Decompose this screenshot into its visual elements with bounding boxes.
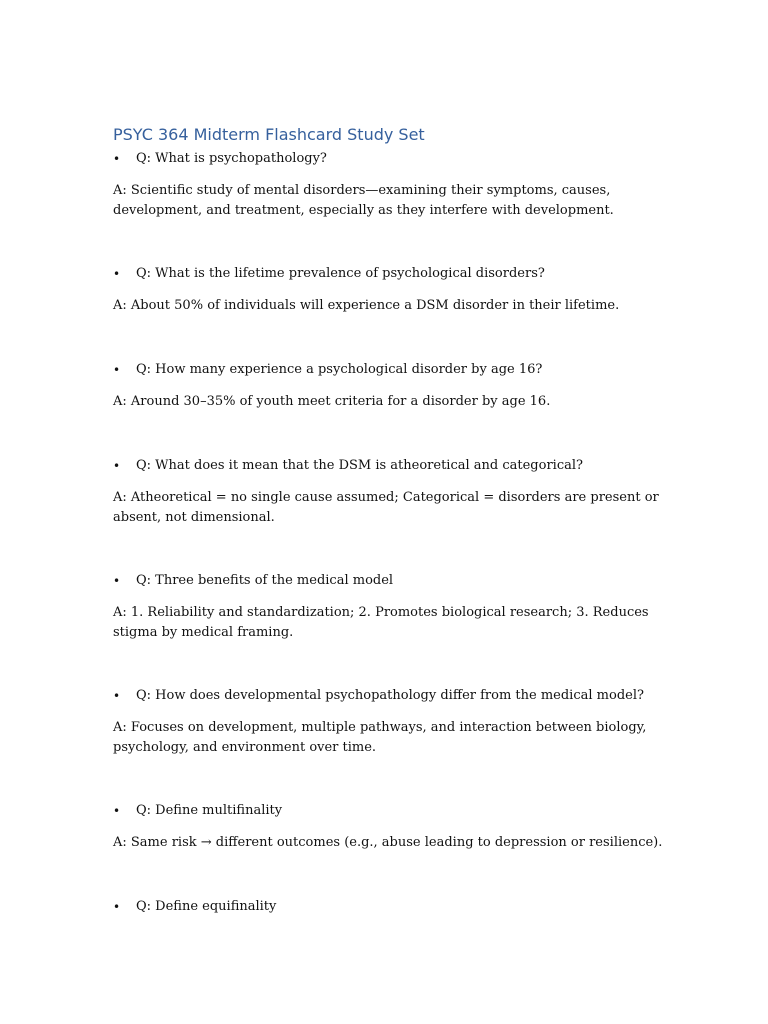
flashcard-question xyxy=(113,149,673,169)
flashcard-answer: A: Atheoretical = no single cause assumed; Categorical = disorders are present or absent, not dimensional. xyxy=(113,490,659,525)
flashcard xyxy=(113,456,673,528)
question-text: Q: What is the lifetime prevalence of psychological disorders? xyxy=(136,266,545,281)
flashcard xyxy=(113,801,673,853)
flashcard xyxy=(113,686,673,758)
flashcard-question xyxy=(113,456,673,476)
question-text: Q: How does developmental psychopathology differ from the medical model? xyxy=(136,688,644,703)
flashcard xyxy=(113,149,673,221)
flashcard-question xyxy=(113,897,673,917)
flashcard xyxy=(113,264,673,316)
flashcard-answer: A: About 50% of individuals will experience a DSM disorder in their lifetime. xyxy=(113,298,620,313)
flashcard xyxy=(113,360,673,412)
question-text: Q: What does it mean that the DSM is atheoretical and categorical? xyxy=(136,458,583,473)
question-text: Q: How many experience a psychological disorder by age 16? xyxy=(136,362,543,377)
bullet-icon: • xyxy=(113,804,121,818)
bullet-icon: • xyxy=(113,689,121,703)
question-text: Q: Define equifinality xyxy=(136,899,277,914)
flashcard xyxy=(113,571,673,643)
question-text: Q: Three benefits of the medical model xyxy=(136,573,394,588)
flashcard-answer: A: 1. Reliability and standardization; 2. Promotes biological research; 3. Reduces stigma by medical framing. xyxy=(113,605,649,640)
flashcard-question xyxy=(113,686,673,706)
bullet-icon: • xyxy=(113,267,121,281)
question-text: Q: What is psychopathology? xyxy=(136,151,327,166)
flashcard xyxy=(113,897,673,917)
bullet-icon: • xyxy=(113,152,121,166)
bullet-icon: • xyxy=(113,459,121,473)
bullet-icon: • xyxy=(113,574,121,588)
flashcard-answer: A: Around 30–35% of youth meet criteria for a disorder by age 16. xyxy=(113,394,551,409)
flashcard-answer: A: Scientific study of mental disorders—examining their symptoms, causes, development, and treatment, especially as they interfere with development. xyxy=(113,183,614,218)
bullet-icon: • xyxy=(113,900,121,914)
flashcard-answer: A: Focuses on development, multiple pathways, and interaction between biology, psychology, and environment over time. xyxy=(113,720,647,755)
document-title: PSYC 364 Midterm Flashcard Study Set xyxy=(113,125,425,144)
question-text: Q: Define multifinality xyxy=(136,803,283,818)
flashcard-question xyxy=(113,801,673,821)
flashcard-question xyxy=(113,360,673,380)
flashcard-answer: A: Same risk → different outcomes (e.g., abuse leading to depression or resilience). xyxy=(113,835,663,850)
flashcard-question xyxy=(113,571,673,591)
bullet-icon: • xyxy=(113,363,121,377)
flashcard-question xyxy=(113,264,673,284)
